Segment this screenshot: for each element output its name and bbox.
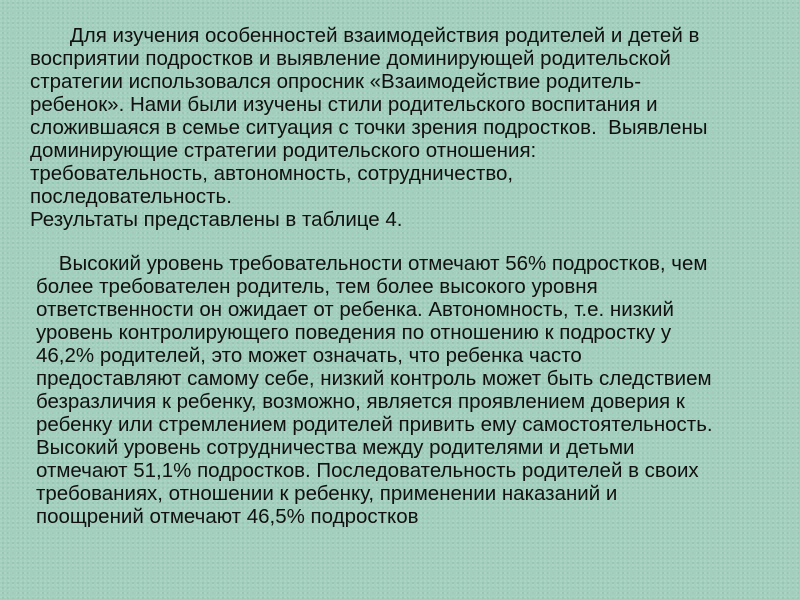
text-line: стратегии использовался опросник «Взаимодействие родитель- <box>30 70 642 93</box>
text-line: ответственности он ожидает от ребенка. Автономность, т.е. низкий <box>36 298 674 321</box>
text-line: доминирующие стратегии родительского отношения: <box>30 139 537 162</box>
text-line: более требователен родитель, тем более высокого уровня <box>36 275 598 298</box>
text-line: ребенок». Нами были изучены стили родительского воспитания и <box>30 93 658 116</box>
text-line: Высокий уровень требовательности отмечают 56% подростков, чем <box>36 252 708 275</box>
text-line: восприятии подростков и выявление доминирующей родительской <box>30 47 671 70</box>
paragraph-results <box>36 252 713 528</box>
text-line: уровень контролирующего поведения по отношению к подростку у <box>36 321 672 344</box>
text-line: безразличия к ребенку, возможно, является проявлением доверия к <box>36 390 685 413</box>
text-line: Для изучения особенностей взаимодействия родителей и детей в <box>30 24 700 47</box>
text-line: требовательность, автономность, сотрудничество, <box>30 162 514 185</box>
paragraph-intro <box>30 24 708 231</box>
text-line: ребенку или стремлением родителей привить ему самостоятельность. <box>36 413 713 436</box>
text-line: 46,2% родителей, это может означать, что ребенка часто <box>36 344 582 367</box>
text-line: последовательность. <box>30 185 232 208</box>
text-line: Высокий уровень сотрудничества между родителями и детьми <box>36 436 635 459</box>
text-line: Результаты представлены в таблице 4. <box>30 208 403 231</box>
text-line: требованиях, отношении к ребенку, применении наказаний и <box>36 482 618 505</box>
text-line: отмечают 51,1% подростков. Последовательность родителей в своих <box>36 459 699 482</box>
text-line: предоставляют самому себе, низкий контроль может быть следствием <box>36 367 712 390</box>
text-line: сложившаяся в семье ситуация с точки зрения подростков. Выявлены <box>30 116 708 139</box>
text-line: поощрений отмечают 46,5% подростков <box>36 505 419 528</box>
